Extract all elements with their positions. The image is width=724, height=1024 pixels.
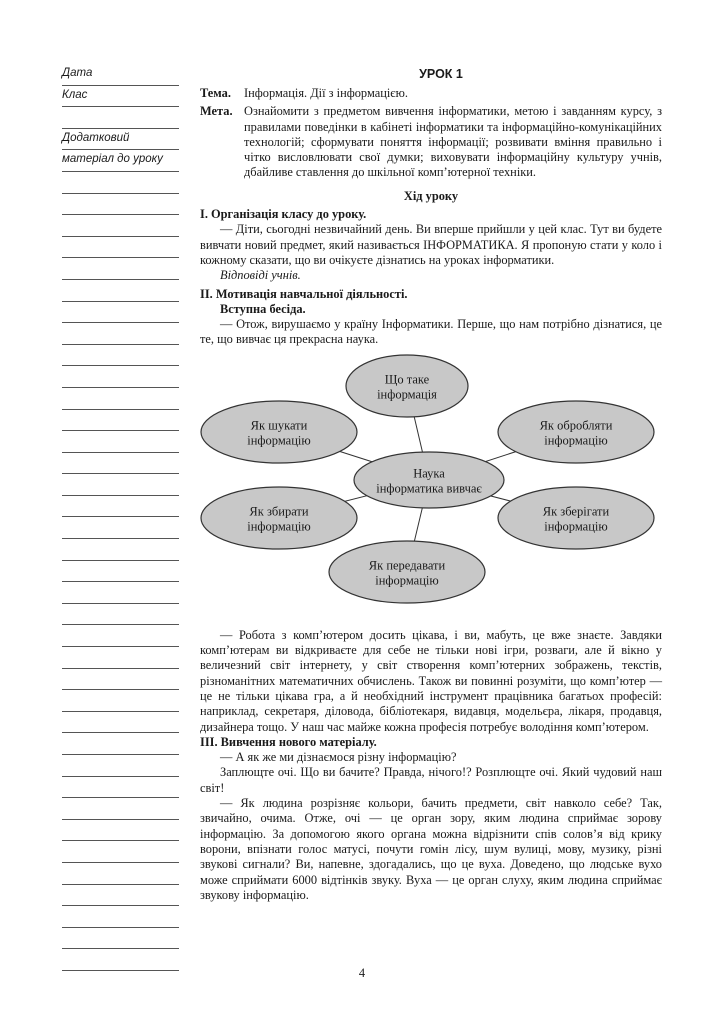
goal-text: Ознайомити з предметом вивчення інформатики, метою і завданням курсу, з правилами поведінки в кабінеті інформатики та інформаційно-комунікаційних технологій; сформувати поняття інформації; розвивати вміння правильно і чітко висловлювати свої думки; виховувати інформаційну культуру учнів, дбайливе ставлення до шкільної комп’ютерної техніки. (244, 104, 662, 180)
section-2-subtitle: Вступна бесіда. (220, 301, 306, 316)
margin-line (62, 302, 179, 324)
margin-line (62, 647, 179, 669)
diagram-node-2-text-1: Як шукати (250, 418, 308, 433)
diagram-node-2-text-2: інформацію (247, 433, 311, 448)
student-answers-note: Відповіді учнів. (220, 268, 301, 283)
topic-row (200, 86, 662, 101)
class-field-label: Клас (62, 86, 179, 108)
lesson-content (200, 64, 662, 903)
margin-line (62, 410, 179, 432)
margin-line (62, 841, 179, 863)
margin-line (62, 194, 179, 216)
topic-label: Тема. (200, 86, 231, 100)
informatics-diagram (196, 354, 662, 624)
margin-line (62, 345, 179, 367)
margin-line (62, 885, 179, 907)
margin-line (62, 474, 179, 496)
margin-line (62, 669, 179, 691)
section-2-paragraph-2: — Робота з комп’ютером досить цікава, і ви, мабуть, це вже знаєте. Завдяки комп’ютерам ви відкриваєте для себе не тільки нові ігри, розваги, але й вікно у величезний світ інтернету, у світ створення комп’ютерних зображень, текстів, різноманітних математичних обчислень. Також ви повинні розуміти, що комп’ютер — це не тільки цікава гра, а й необхідний інструмент працівника багатьох професій: наприклад, секретаря, діловода, бібліотекаря, видавця, модельєра, лікаря, продавця, дизайнера тощо. У наш час майже кожна професія потребує володіння комп’ютером. (200, 627, 662, 734)
section-3-paragraph-3: — Як людина розрізняє кольори, бачить предмети, світ навколо себе? Так, звичайно, очима. Отже, очі — це орган зору, яким людина сприймає зорову інформацію. За допомогою якого органа можна відрізнити спів солов’я від крику ворони, впізнати голос матусі, почути гомін лісу, шум вулиці, мову, музику, різні звукові сигнали? Ви, напевне, здогадались, що це вуха. Доведено, що людське вухо може сприймати 6000 відтінків звуку. Вуха — це орган слуху, яким людина сприймає звукову інформацію. (200, 796, 662, 902)
goal-row (200, 104, 662, 180)
margin-line (62, 906, 179, 928)
diagram-node-1-text-2: інформація (377, 387, 437, 402)
diagram-center-node-text-2: інформатика вивчає (376, 481, 482, 496)
margin-line (62, 388, 179, 410)
section-3-title: III. Вивчення нового матеріалу. (200, 734, 377, 749)
section-2-paragraph-1: — Отож, вирушаємо у країну Інформатики. Перше, що нам потрібно дізнатися, це те, що вивчає ця прекрасна наука. (200, 317, 662, 347)
margin-line (62, 733, 179, 755)
diagram-node-1-text-1: Що таке (384, 372, 430, 387)
diagram-node-5-text-2: інформацію (544, 519, 608, 534)
extra-material-label-2: матеріал до уроку (62, 150, 179, 172)
margin-line (62, 258, 179, 280)
margin-line (62, 280, 179, 302)
diagram-node-6-text-2: інформацію (375, 573, 439, 588)
margin-line (62, 625, 179, 647)
section-1-title: I. Організація класу до уроку. (200, 207, 367, 222)
margin-line (62, 496, 179, 518)
margin-line (62, 107, 179, 129)
margin-line (62, 237, 179, 259)
margin-line (62, 755, 179, 777)
margin-line (62, 712, 179, 734)
section-3-paragraph-1: — А як же ми дізнаємося різну інформацію? (220, 750, 457, 765)
margin-line (62, 928, 179, 950)
diagram-node-3-text-1: Як обробляти (539, 418, 613, 433)
section-3-paragraph-2: Заплющте очі. Що ви бачите? Правда, нічого!? Розплющте очі. Який чудовий наш світ! (200, 765, 662, 795)
goal-label: Мета. (200, 104, 233, 119)
margin-line (62, 561, 179, 583)
margin-lines (62, 172, 179, 971)
margin-line (62, 366, 179, 388)
margin-line (62, 539, 179, 561)
margin-line (62, 798, 179, 820)
margin-line (62, 215, 179, 237)
diagram-node-3-text-2: інформацію (544, 433, 608, 448)
margin-column (62, 64, 179, 971)
margin-line (62, 172, 179, 194)
margin-line (62, 690, 179, 712)
margin-line (62, 517, 179, 539)
diagram-svg (196, 354, 662, 624)
extra-material-label-1: Додатковий (62, 129, 179, 151)
margin-line (62, 453, 179, 475)
topic-text: Інформація. Дії з інформацією. (244, 86, 408, 100)
margin-line (62, 431, 179, 453)
diagram-node-5-text-1: Як зберігати (542, 504, 610, 519)
date-field-label: Дата (62, 64, 179, 86)
margin-line (62, 323, 179, 345)
course-heading: Хід уроку (403, 188, 459, 203)
section-1-paragraph: — Діти, сьогодні незвичайний день. Ви вперше прийшли у цей клас. Тут ви будете вивчати новий предмет, який називається ІНФОРМАТИКА. Я пропоную стати у коло і кожному сказати, що ви очікуєте дізнатись на уроках інформатики. (200, 222, 662, 267)
diagram-center-node-text-1: Наука (413, 466, 445, 481)
diagram-node-4-text-1: Як збирати (249, 504, 309, 519)
margin-line (62, 820, 179, 842)
margin-line (62, 582, 179, 604)
section-2-title: II. Мотивація навчальної діяльності. (200, 286, 408, 301)
margin-line (62, 777, 179, 799)
margin-line (62, 604, 179, 626)
diagram-node-6-text-1: Як передавати (368, 558, 446, 573)
diagram-node-4-text-2: інформацію (247, 519, 311, 534)
page-number: 4 (358, 966, 366, 980)
margin-line (62, 863, 179, 885)
lesson-title: УРОК 1 (419, 67, 463, 81)
